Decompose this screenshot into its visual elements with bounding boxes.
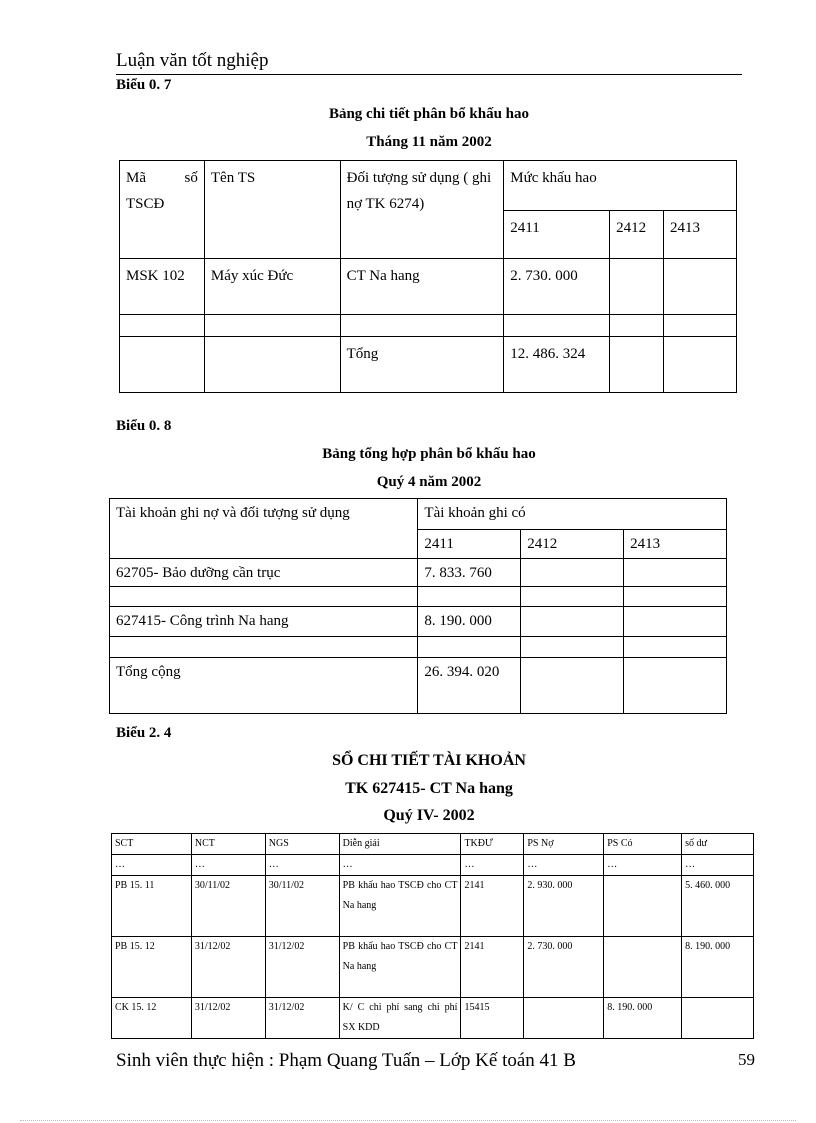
cell: 8. 190. 000 — [682, 937, 754, 998]
cell — [624, 587, 727, 607]
cell — [610, 337, 664, 393]
col-2412: 2412 — [521, 530, 624, 559]
footer-text: Sinh viên thực hiện : Phạm Quang Tuấn – Lớp Kế toán 41 B — [116, 1050, 576, 1071]
cell — [120, 315, 205, 337]
cell — [521, 658, 624, 714]
cell: 26. 394. 020 — [418, 658, 521, 714]
cell: 31/12/02 — [191, 998, 265, 1039]
col-2411: 2411 — [418, 530, 521, 559]
bieu08-table — [109, 498, 727, 714]
cell: 2141 — [461, 876, 524, 937]
cell: 30/11/02 — [191, 876, 265, 937]
cell: 31/12/02 — [265, 998, 339, 1039]
table-row — [120, 337, 737, 393]
cell — [521, 637, 624, 658]
cell — [624, 559, 727, 587]
header-rule — [116, 74, 742, 75]
col-tk-no: Tài khoản ghi nợ và đối tượng sử dụng — [110, 499, 418, 559]
col-dien-giai: Diễn giải — [339, 834, 461, 855]
table-row — [110, 637, 727, 658]
col-2413: 2413 — [624, 530, 727, 559]
cell — [110, 637, 418, 658]
col-nct: NCT — [191, 834, 265, 855]
cell — [664, 259, 737, 315]
cell — [204, 337, 340, 393]
cell: Tổng — [340, 337, 504, 393]
table-row — [112, 855, 754, 876]
table-row — [112, 876, 754, 937]
cell: … — [682, 855, 754, 876]
cell: … — [604, 855, 682, 876]
cell: 31/12/02 — [265, 937, 339, 998]
cell: 62705- Bảo dưỡng cần trục — [110, 559, 418, 587]
table-row — [110, 607, 727, 637]
col-doi-tuong: Đối tượng sử dụng ( ghi nợ TK 6274) — [340, 161, 504, 259]
col-sct: SCT — [112, 834, 192, 855]
cell: PB 15. 12 — [112, 937, 192, 998]
col-ps-no: PS Nợ — [524, 834, 604, 855]
bieu07-table — [119, 160, 737, 393]
col-2413: 2413 — [664, 211, 737, 259]
page-edge-dotted-line — [20, 1120, 796, 1121]
cell: PB khấu hao TSCĐ cho CT Na hang — [339, 876, 461, 937]
cell — [624, 607, 727, 637]
cell: … — [265, 855, 339, 876]
table-row — [120, 259, 737, 315]
col-2412: 2412 — [610, 211, 664, 259]
cell — [204, 315, 340, 337]
cell: … — [339, 855, 461, 876]
cell — [418, 637, 521, 658]
cell: PB khấu hao TSCĐ cho CT Na hang — [339, 937, 461, 998]
table-row — [110, 658, 727, 714]
table-row — [120, 315, 737, 337]
col-tk-co: Tài khoản ghi có — [418, 499, 727, 530]
col-so-du: số dư — [682, 834, 754, 855]
cell — [521, 607, 624, 637]
cell — [521, 587, 624, 607]
cell: 30/11/02 — [265, 876, 339, 937]
bieu24-table — [111, 833, 754, 1039]
cell — [604, 876, 682, 937]
cell — [604, 937, 682, 998]
cell: MSK 102 — [120, 259, 205, 315]
cell — [110, 587, 418, 607]
table-row — [112, 998, 754, 1039]
cell — [340, 315, 504, 337]
bieu08-label: Biểu 0. 8 — [116, 418, 172, 434]
cell — [610, 315, 664, 337]
cell: … — [112, 855, 192, 876]
cell: K/ C chi phí sang chi phí SX KDD — [339, 998, 461, 1039]
bieu08-title: Bảng tổng hợp phân bổ khấu hao — [322, 446, 536, 462]
cell — [120, 337, 205, 393]
cell — [524, 998, 604, 1039]
page-number: 59 — [738, 1050, 755, 1069]
cell: 2. 930. 000 — [524, 876, 604, 937]
cell: 31/12/02 — [191, 937, 265, 998]
cell: 2. 730. 000 — [524, 937, 604, 998]
table-row — [110, 559, 727, 587]
table-row — [112, 937, 754, 998]
bieu24-period: Quý IV- 2002 — [383, 807, 475, 824]
bieu24-subtitle: TK 627415- CT Na hang — [345, 780, 513, 797]
cell — [664, 315, 737, 337]
cell: 8. 190. 000 — [604, 998, 682, 1039]
cell: 12. 486. 324 — [504, 337, 610, 393]
cell — [624, 658, 727, 714]
table-header-row — [112, 834, 754, 855]
cell: CK 15. 12 — [112, 998, 192, 1039]
col-ngs: NGS — [265, 834, 339, 855]
running-header: Luận văn tốt nghiệp — [116, 50, 269, 71]
cell — [664, 337, 737, 393]
cell: … — [524, 855, 604, 876]
cell: 627415- Công trình Na hang — [110, 607, 418, 637]
cell — [610, 259, 664, 315]
cell: Tổng cộng — [110, 658, 418, 714]
col-ma-so: Mã số TSCĐ — [120, 161, 205, 259]
bieu07-subtitle: Tháng 11 năm 2002 — [366, 134, 492, 150]
col-muc-khau-hao: Mức khấu hao — [504, 161, 737, 211]
cell — [682, 998, 754, 1039]
cell: 5. 460. 000 — [682, 876, 754, 937]
bieu07-label: Biểu 0. 7 — [116, 77, 172, 93]
col-ten-ts: Tên TS — [204, 161, 340, 259]
bieu08-subtitle: Quý 4 năm 2002 — [376, 474, 482, 490]
cell — [418, 587, 521, 607]
cell: 15415 — [461, 998, 524, 1039]
bieu07-title: Bảng chi tiết phân bổ khấu hao — [328, 106, 530, 122]
cell: … — [461, 855, 524, 876]
cell: 7. 833. 760 — [418, 559, 521, 587]
col-tkdu: TKĐƯ — [461, 834, 524, 855]
cell: 2. 730. 000 — [504, 259, 610, 315]
cell — [521, 559, 624, 587]
bieu24-title: SỔ CHI TIẾT TÀI KHOẢN — [332, 752, 526, 769]
cell: Máy xúc Đức — [204, 259, 340, 315]
col-2411: 2411 — [504, 211, 610, 259]
cell — [504, 315, 610, 337]
cell: … — [191, 855, 265, 876]
cell — [624, 637, 727, 658]
bieu24-label: Biểu 2. 4 — [116, 725, 172, 741]
col-ps-co: PS Có — [604, 834, 682, 855]
cell: 2141 — [461, 937, 524, 998]
cell: 8. 190. 000 — [418, 607, 521, 637]
table-row — [110, 587, 727, 607]
cell: CT Na hang — [340, 259, 504, 315]
cell: PB 15. 11 — [112, 876, 192, 937]
